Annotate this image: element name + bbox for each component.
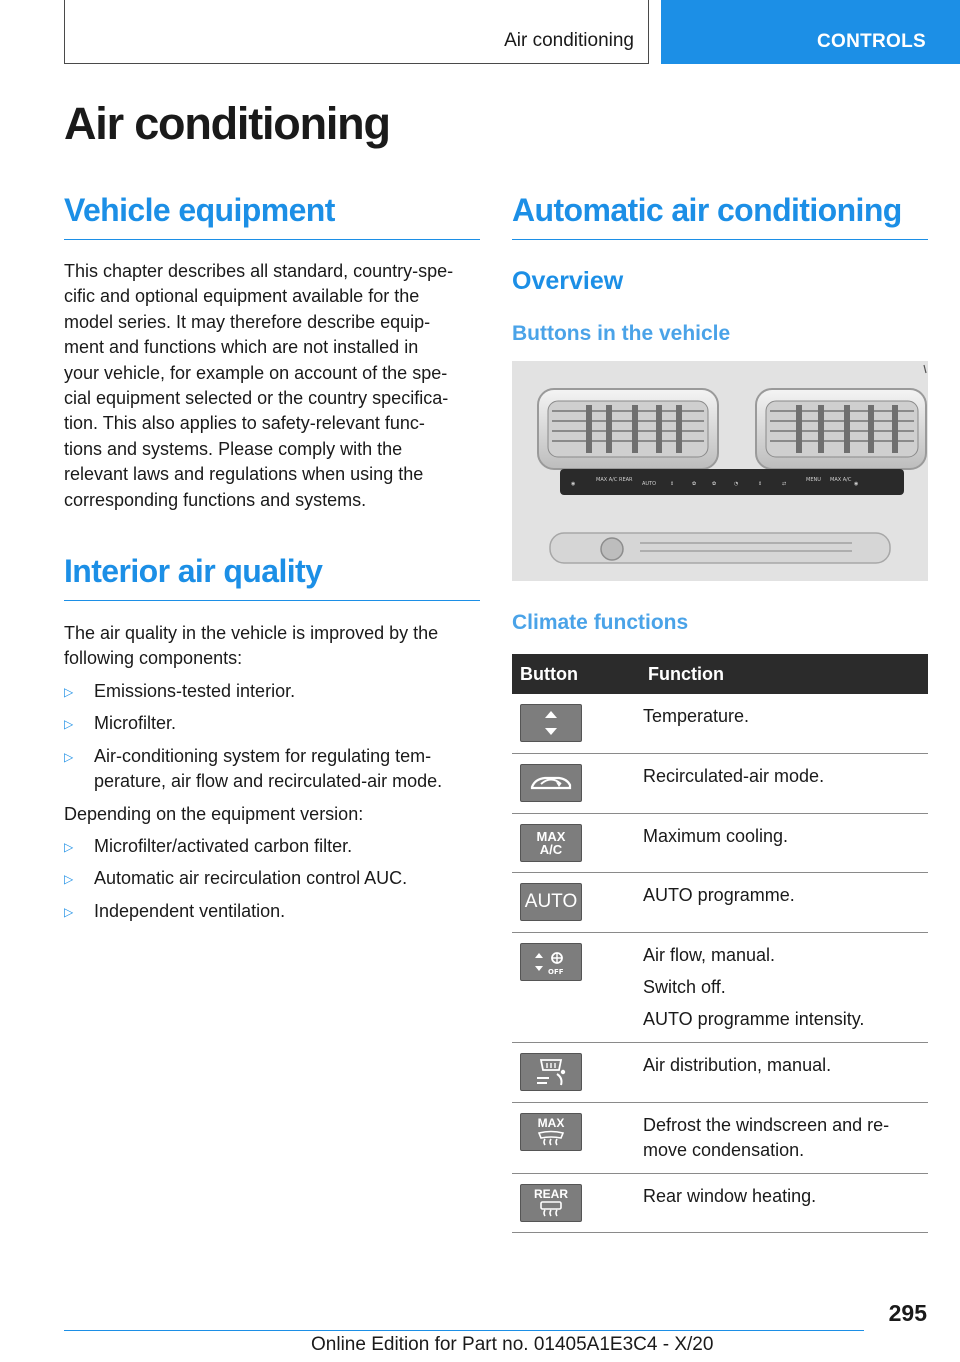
table-row: MAX A/C Maximum cooling. (512, 813, 928, 872)
footer-divider (64, 1330, 864, 1331)
list-item: ▷ Emissions-tested interior. (64, 679, 480, 704)
overview-heading: Overview (512, 267, 624, 295)
text-line: The air quality in the vehicle is improved by the (64, 623, 439, 644)
page-title: Air conditioning (64, 98, 390, 149)
climate-panel-illustration (512, 361, 928, 581)
list-item: ▷ Automatic air recirculation control AUC. (64, 866, 480, 891)
list-item: ▷ Microfilter/activated carbon filter. (64, 834, 480, 859)
interior-air-intro (64, 621, 480, 672)
recirculated-air-icon (520, 764, 582, 802)
column-header-button: Button (512, 654, 636, 694)
svg-text:OFF: OFF (548, 967, 564, 976)
svg-text:⇕: ⇕ (758, 481, 763, 487)
text-line: following components: (64, 648, 243, 669)
svg-text:◔: ◔ (734, 481, 739, 487)
svg-text:MAX A/C: MAX A/C (596, 477, 618, 483)
text-line: cial equipment selected or the country specifica‐ (64, 388, 449, 409)
interior-air-quality-heading: Interior air quality (64, 553, 480, 601)
triangle-bullet-icon: ▷ (64, 749, 74, 764)
svg-text:MAX A/C: MAX A/C (830, 477, 852, 483)
vehicle-equipment-text (64, 259, 480, 513)
svg-text:◉: ◉ (571, 481, 576, 487)
text-line: corresponding functions and systems. (64, 489, 367, 510)
svg-text:◉: ◉ (854, 481, 859, 487)
text-line: model series. It may therefore describe equip‐ (64, 311, 431, 332)
auto-icon: AUTO (520, 883, 582, 921)
text-line: your vehicle, for example on account of the spe‐ (64, 362, 448, 383)
footer-edition: Online Edition for Part no. 01405A1E3C4 - X/20 (311, 1334, 714, 1355)
svg-text:✿: ✿ (712, 481, 717, 487)
column-header-function: Function (636, 654, 928, 694)
header-section-title: Air conditioning (504, 30, 634, 51)
rear-defrost-icon: REAR (520, 1184, 582, 1222)
depending-text: Depending on the equipment version: (64, 803, 364, 824)
svg-text:⇄: ⇄ (782, 481, 787, 487)
triangle-bullet-icon: ▷ (64, 684, 74, 699)
fan-off-icon (520, 943, 582, 981)
list-item: ▷ Air-conditioning system for regulating tem‐ perature, air flow and recirculated-air mode. (64, 745, 443, 792)
page-number: 295 (888, 1300, 927, 1326)
right-column (512, 192, 928, 1233)
triangle-bullet-icon: ▷ (64, 904, 74, 919)
list-item: ▷ Microfilter. (64, 711, 480, 736)
list-item: ▷ Independent ventilation. (64, 899, 480, 924)
table-row: OFF Air flow, manual. Switch off. AUTO programme intensity. (512, 932, 928, 1042)
table-row: REAR Rear window heating. (512, 1173, 928, 1232)
buttons-in-vehicle-heading: Buttons in the vehicle (512, 322, 731, 345)
components-list (64, 679, 480, 795)
text-line: This chapter describes all standard, country-spe‐ (64, 261, 454, 281)
svg-text:REAR: REAR (619, 477, 633, 483)
air-distribution-icon (520, 1053, 582, 1091)
table-header-row (512, 654, 928, 694)
text-line: ment and functions which are not installed in (64, 337, 419, 358)
svg-text:AUTO: AUTO (642, 481, 657, 487)
svg-text:⇕: ⇕ (670, 481, 675, 487)
header-section-box (64, 0, 649, 64)
header-chapter-label: CONTROLS (816, 31, 926, 52)
svg-text:MENU: MENU (806, 477, 821, 483)
text-line: relevant laws and regulations when using the (64, 464, 424, 485)
climate-functions-heading: Climate functions (512, 611, 689, 634)
table-row: Temperature. (512, 694, 928, 753)
equipment-version-list (64, 834, 480, 924)
table-row: AUTO AUTO programme. (512, 872, 928, 932)
left-column (64, 192, 480, 931)
text-line: tions and systems. Please comply with the (64, 438, 403, 459)
text-line: cific and optional equipment available for the (64, 286, 420, 307)
max-defrost-icon: MAX (520, 1113, 582, 1151)
table-row: MAX Defrost the windscreen and re‐ move condensation. (512, 1102, 928, 1173)
triangle-bullet-icon: ▷ (64, 717, 74, 732)
table-row: Recirculated-air mode. (512, 753, 928, 813)
table-row: Air distribution, manual. (512, 1042, 928, 1102)
automatic-air-conditioning-heading: Automatic air conditioning (512, 192, 928, 240)
svg-text:✿: ✿ (692, 481, 697, 487)
temperature-arrows-icon (520, 704, 582, 742)
max-ac-icon: MAX A/C (520, 824, 582, 862)
triangle-bullet-icon: ▷ (64, 839, 74, 854)
text-line: tion. This also applies to safety-relevant func‐ (64, 413, 425, 434)
header-chapter-tab[interactable] (661, 0, 960, 64)
triangle-bullet-icon: ▷ (64, 872, 74, 887)
vehicle-equipment-heading: Vehicle equipment (64, 192, 480, 240)
climate-panel-photo (512, 361, 928, 581)
climate-functions-table (512, 654, 928, 1233)
